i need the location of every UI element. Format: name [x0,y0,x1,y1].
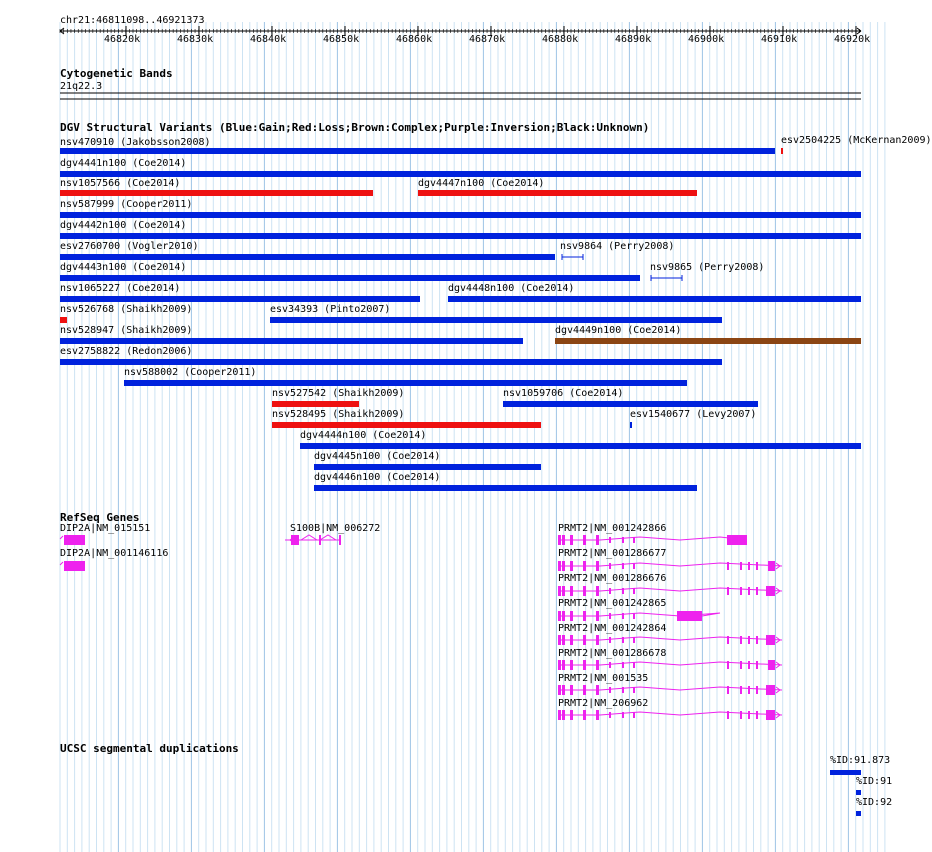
gene-exon [558,660,561,670]
gene-exon [558,710,561,720]
gene-exon [609,637,611,643]
gene-exon [570,660,573,670]
dgv-feature-label[interactable]: dgv4441n100 (Coe2014) [60,158,187,169]
segdup-bar [830,770,861,775]
dgv-feature-label[interactable]: nsv588002 (Cooper2011) [124,367,257,378]
gene-exon [727,562,729,570]
gene-exon [633,637,635,643]
refseq-gene-label[interactable]: PRMT2|NM_001286676 [558,573,667,584]
gene-exon [583,685,586,695]
dgv-feature-bar [60,359,722,365]
dgv-feature-bar [60,233,861,239]
gene-exon [570,635,573,645]
dgv-feature-bar [60,171,861,177]
dgv-feature-label[interactable]: esv34393 (Pinto2007) [270,304,391,315]
dgv-feature-bar [60,148,775,154]
refseq-gene-label[interactable]: PRMT2|NM_206962 [558,698,649,709]
gene-exon [756,587,758,595]
dgv-feature-label[interactable]: nsv470910 (Jakobsson2008) [60,137,211,148]
gene-exon [596,561,599,571]
gene-exon [748,636,750,644]
gene-exon [622,687,624,693]
dgv-feature-label[interactable]: nsv1057566 (Coe2014) [60,178,181,189]
gene-exon [291,535,299,545]
gene-exon [562,611,565,621]
gene-exon [727,661,729,669]
gene-exon [609,687,611,693]
gene-exon [633,712,635,718]
gene-exon [633,613,635,619]
gene-exon [622,537,624,543]
gene-exon [766,586,775,596]
gene-exon [622,588,624,594]
dgv-feature-bar [60,190,373,196]
gene-exon [558,611,561,621]
dgv-feature-bar [555,338,861,344]
ruler-tick-label: 46870k [469,34,506,45]
dgv-feature-bar [60,338,523,344]
gene-exon [756,711,758,719]
gene-exon [583,660,586,670]
gene-exon [558,535,561,545]
gene-exon [596,586,599,596]
dgv-feature-bar [300,443,861,449]
gene-exon [319,535,321,545]
dgv-feature-bar [60,317,67,323]
gene-exon [622,662,624,668]
gene-exon [583,561,586,571]
dgv-feature-bar [630,422,632,428]
gene-exon [609,613,611,619]
dgv-feature-bar [60,275,640,281]
gene-exon [562,535,565,545]
dgv-feature-label[interactable]: nsv9864 (Perry2008) [560,241,675,252]
ruler-tick-label: 46830k [177,34,214,45]
gene-exon [727,587,729,595]
segdup-bar [856,811,861,816]
gene-exon [609,662,611,668]
gene-exon [570,710,573,720]
gene-exon [562,710,565,720]
gene-exon [583,535,586,545]
gene-exon [596,660,599,670]
dgv-feature-label[interactable]: dgv4447n100 (Coe2014) [418,178,545,189]
ruler-tick-label: 46900k [688,34,725,45]
gene-exon [570,561,573,571]
gene-exon [766,685,775,695]
gene-exon [740,686,742,694]
gene-exon [570,535,573,545]
dgv-feature-label[interactable]: dgv4448n100 (Coe2014) [448,283,575,294]
gene-exon [583,586,586,596]
dgv-feature-bar [272,422,541,428]
ruler-tick-label: 46820k [104,34,141,45]
gene-exon [64,561,85,571]
dgv-feature-bar [503,401,758,407]
dgv-feature-label[interactable]: nsv526768 (Shaikh2009) [60,304,193,315]
gene-exon [633,662,635,668]
gene-exon [748,711,750,719]
gene-exon [558,685,561,695]
dgv-feature-label[interactable]: nsv528495 (Shaikh2009) [272,409,405,420]
gene-exon [727,636,729,644]
gene-exon [740,661,742,669]
refseq-gene-label[interactable]: PRMT2|NM_001242864 [558,623,667,634]
refseq-gene-label[interactable]: DIP2A|NM_015151 [60,523,151,534]
ruler-tick-label: 46880k [542,34,579,45]
dgv-feature-bar [272,401,359,407]
refseq-gene-label[interactable]: S100B|NM_006272 [290,523,381,534]
dgv-feature-label[interactable]: dgv4449n100 (Coe2014) [555,325,682,336]
gene-exon [748,686,750,694]
dgv-feature-bar [60,254,555,260]
refseq-gene-label[interactable]: PRMT2|NM_001286678 [558,648,667,659]
gene-exon [596,611,599,621]
dgv-feature-label[interactable]: nsv9865 (Perry2008) [650,262,765,273]
gene-exon [677,611,702,621]
ruler-tick-label: 46910k [761,34,798,45]
gene-exon [756,562,758,570]
dgv-feature-label[interactable]: dgv4445n100 (Coe2014) [314,451,441,462]
segdup-track-title: UCSC segmental duplications [60,742,239,755]
segdup-label[interactable]: %ID:91 [856,776,893,787]
dgv-feature-label[interactable]: dgv4444n100 (Coe2014) [300,430,427,441]
gene-exon [748,661,750,669]
gene-exon [339,535,341,545]
gene-exon [609,588,611,594]
refseq-gene-label[interactable]: PRMT2|NM_001242865 [558,598,667,609]
refseq-gene-label[interactable]: PRMT2|NM_001535 [558,673,649,684]
dgv-feature-label[interactable]: esv2758822 (Redon2006) [60,346,193,357]
refseq-gene-label[interactable]: DIP2A|NM_001146116 [60,548,169,559]
gene-exon [622,637,624,643]
gene-exon [633,588,635,594]
gene-exon [768,660,775,670]
refseq-gene-label[interactable]: PRMT2|NM_001242866 [558,523,667,534]
gene-exon [570,586,573,596]
gene-exon [766,710,775,720]
dgv-feature-label[interactable]: nsv528947 (Shaikh2009) [60,325,193,336]
dgv-feature-label[interactable]: dgv4443n100 (Coe2014) [60,262,187,273]
ruler-tick-label: 46840k [250,34,287,45]
dgv-feature-bar [314,485,697,491]
gene-exon [766,635,775,645]
gene-exon [727,711,729,719]
gene-exon [64,535,85,545]
ruler-tick-label: 46850k [323,34,360,45]
gene-exon [727,686,729,694]
dgv-track-title: DGV Structural Variants (Blue:Gain;Red:Loss;Brown:Complex;Purple:Inversion;Black:Unknown) [60,121,650,134]
gene-exon [583,635,586,645]
gene-exon [748,587,750,595]
gene-exon [596,710,599,720]
gene-exon [558,561,561,571]
gene-exon [740,587,742,595]
dgv-feature-label[interactable]: nsv1059706 (Coe2014) [503,388,624,399]
gene-exon [596,635,599,645]
dgv-feature-label[interactable]: nsv587999 (Cooper2011) [60,199,193,210]
gene-exon [609,712,611,718]
ruler-tick-label: 46860k [396,34,433,45]
refseq-track-title: RefSeq Genes [60,511,140,524]
gene-exon [558,635,561,645]
region-label: chr21:46811098..46921373 [60,15,205,26]
gene-exon [740,636,742,644]
ruler-tick-label: 46920k [834,34,871,45]
cytoband-track-title: Cytogenetic Bands [60,67,173,80]
dgv-feature-label[interactable]: nsv1065227 (Coe2014) [60,283,181,294]
gene-exon [740,711,742,719]
dgv-feature-bar [60,212,861,218]
segdup-bar [856,790,861,795]
gene-exon [756,686,758,694]
gene-exon [583,710,586,720]
dgv-feature-bar [418,190,697,196]
gene-exon [748,562,750,570]
gene-exon [583,611,586,621]
gene-intron [558,537,747,540]
gene-exon [756,636,758,644]
gene-exon [609,537,611,543]
gene-exon [633,537,635,543]
gene-exon [562,635,565,645]
gene-exon [596,685,599,695]
gene-exon [633,687,635,693]
dgv-feature-bar [314,464,541,470]
gene-exon [562,685,565,695]
gene-exon [562,660,565,670]
cytoband-label: 21q22.3 [60,81,103,92]
gene-exon [622,563,624,569]
dgv-feature-bar [124,380,687,386]
dgv-feature-label[interactable]: esv1540677 (Levy2007) [630,409,757,420]
gene-exon [570,611,573,621]
dgv-feature-bar [60,296,420,302]
gene-exon [570,685,573,695]
gene-exon [756,661,758,669]
gene-exon [622,613,624,619]
dgv-feature-label[interactable]: esv2760700 (Vogler2010) [60,241,199,252]
gene-exon [740,562,742,570]
dgv-feature-label[interactable]: dgv4446n100 (Coe2014) [314,472,441,483]
gene-exon [562,561,565,571]
gene-exon [562,586,565,596]
segdup-label[interactable]: %ID:91.873 [830,755,891,766]
ruler-tick-label: 46890k [615,34,652,45]
dgv-feature-bar [270,317,722,323]
gene-exon [633,563,635,569]
dgv-feature-bar [781,148,783,154]
gene-exon [768,561,775,571]
dgv-feature-label[interactable]: esv2504225 (McKernan2009) [781,135,932,146]
segdup-label[interactable]: %ID:92 [856,797,893,808]
gene-exon [596,535,599,545]
dgv-feature-label[interactable]: nsv527542 (Shaikh2009) [272,388,405,399]
gene-exon [727,535,747,545]
dgv-feature-label[interactable]: dgv4442n100 (Coe2014) [60,220,187,231]
dgv-feature-bar [448,296,861,302]
gene-exon [558,586,561,596]
gene-exon [609,563,611,569]
gene-exon [622,712,624,718]
refseq-gene-label[interactable]: PRMT2|NM_001286677 [558,548,667,559]
